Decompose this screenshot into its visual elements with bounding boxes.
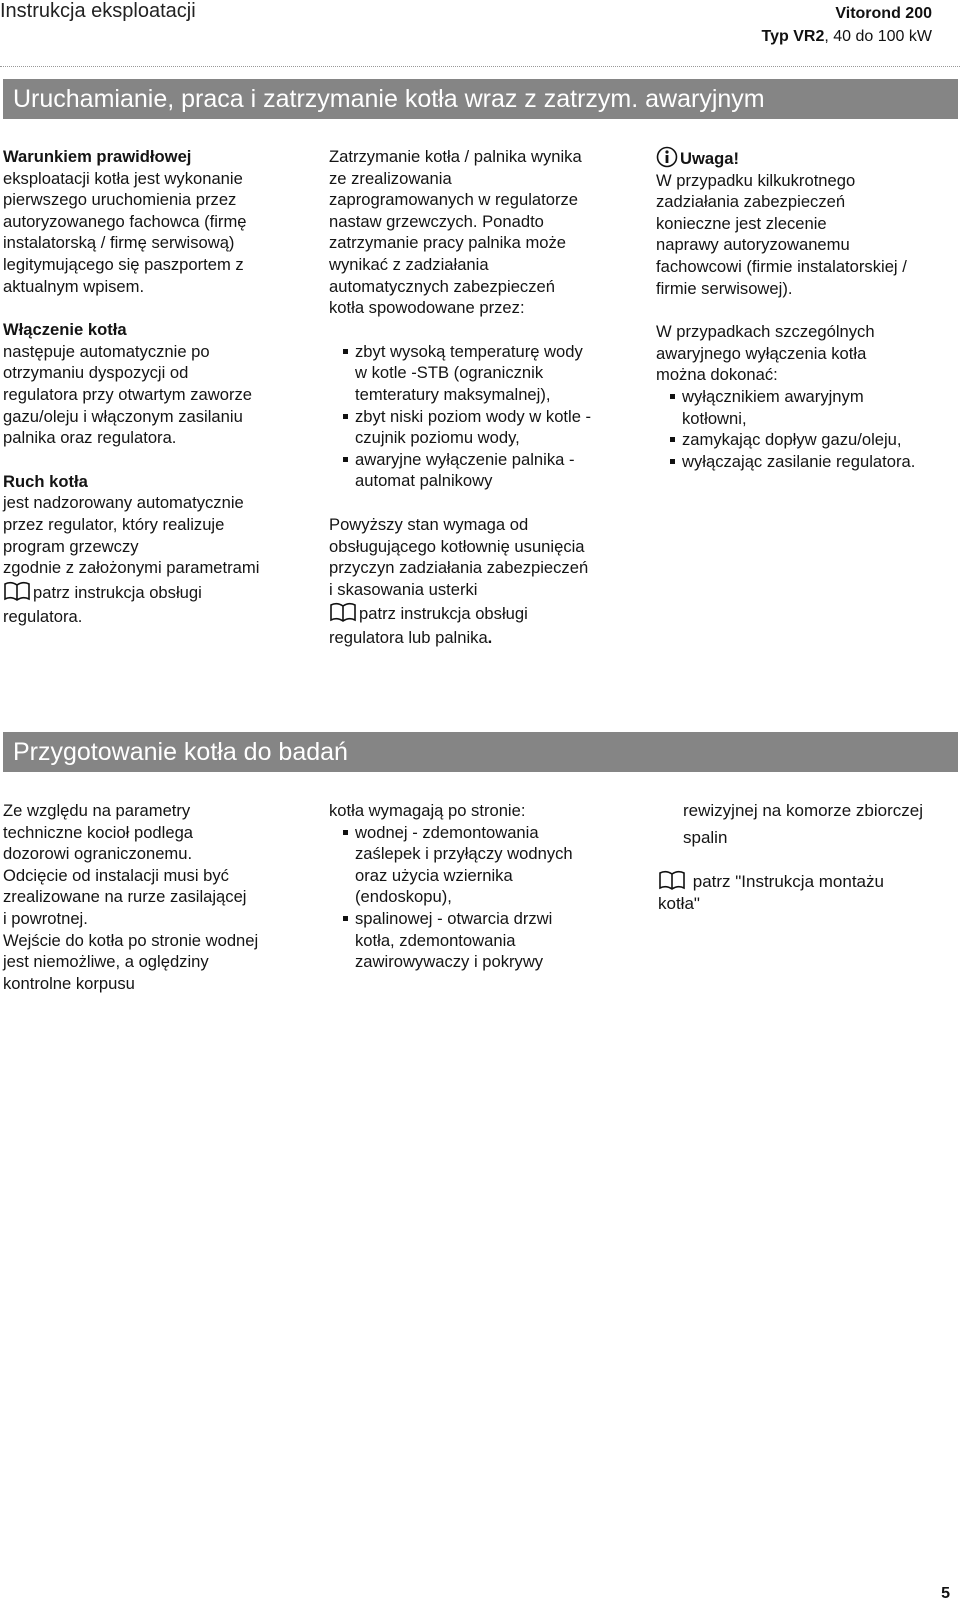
list-item: [656, 386, 956, 429]
text-line: autoryzowanego fachowca (firmę: [3, 211, 247, 231]
text-line: kontrolne korpusu: [3, 973, 135, 993]
list-item: [656, 429, 956, 451]
text-line: jest niemożliwe, a oględziny: [3, 952, 209, 972]
text-line: otrzymaniu dyspozycji od: [3, 363, 189, 383]
text-line: nastaw grzewczych. Ponadto: [329, 211, 544, 231]
inspection-requirements-list: [329, 822, 639, 973]
switch-on-heading: Włączenie kotła: [3, 320, 127, 340]
text-line: kotłowni,: [682, 408, 747, 428]
text-line: W przypadku kilkukrotnego: [656, 170, 856, 190]
book-icon: [658, 870, 686, 890]
operation-column-3: [656, 146, 956, 472]
warning-heading: [656, 146, 956, 170]
text-line: spalinowej - otwarcia drzwi: [355, 908, 553, 928]
list-item: [329, 406, 639, 449]
operation-heading: Ruch kotła: [3, 471, 88, 491]
text-line: zbyt wysoką temperaturę wody: [355, 341, 583, 361]
text-line: obsługującego kotłownię usunięcia: [329, 536, 585, 556]
switch-on-text: [3, 341, 308, 449]
text-line: Wejście do kotła po stronie wodnej: [3, 930, 259, 950]
text-line: kotła, zdemontowania: [355, 930, 516, 950]
page-number: 5: [941, 1585, 950, 1602]
model-type: [762, 25, 932, 48]
text-line: jest nadzorowany automatycznie: [3, 493, 244, 513]
text-line: następuje automatycznie po: [3, 341, 210, 361]
inspection-column-1: [3, 800, 308, 994]
intro-heading: Warunkiem prawidłowej: [3, 147, 192, 166]
spacer: [656, 299, 956, 321]
list-item: [329, 341, 639, 406]
text-line: regulatora przy otwartym zaworze: [3, 384, 252, 404]
text-line: kotła": [658, 893, 700, 913]
emergency-options-list: [656, 386, 956, 472]
text-line: temteratury maksymalnej),: [355, 384, 551, 404]
reference-text: patrz instrukcja obsługi: [359, 604, 528, 624]
text-line: regulatora.: [3, 606, 83, 626]
warning-text: [656, 170, 956, 300]
model-name: Vitorond 200: [835, 5, 932, 22]
text-line: naprawy autoryzowanemu: [656, 235, 850, 255]
text-line: zawirowywaczy i pokrywy: [355, 952, 544, 972]
text-line: ze zrealizowania: [329, 168, 452, 188]
stop-causes-list: [329, 341, 639, 492]
header-divider: [0, 66, 960, 67]
text-line: awaryjnego wyłączenia kotła: [656, 343, 867, 363]
text-line: zaprogramowanych w regulatorze: [329, 190, 579, 210]
spacer: [658, 848, 958, 870]
text-line: [329, 627, 639, 649]
list-item: [656, 451, 956, 473]
text-line: automatycznych zabezpieczeń: [329, 276, 555, 296]
text-line: przez regulator, który realizuje: [3, 514, 225, 534]
text-line: w kotle -STB (ogranicznik: [355, 363, 544, 383]
text-line: wynikać z zadziałania: [329, 254, 489, 274]
operation-column-1: [3, 146, 308, 627]
text-line: Odcięcie od instalacji musi być: [3, 865, 229, 885]
text-line: awaryjne wyłączenie palnika -: [355, 449, 575, 469]
text-line: techniczne kocioł podlega: [3, 822, 194, 842]
reset-text: [329, 514, 639, 649]
text-line: kotła spowodowane przez:: [329, 298, 525, 318]
text-line: eksploatacji kotła jest wykonanie: [3, 168, 243, 188]
product-header: [762, 2, 932, 48]
operation-text: [3, 492, 308, 627]
text-line: Ze względu na parametry: [3, 801, 191, 820]
text-line: spalin: [683, 827, 728, 847]
model-power-range: , 40 do 100 kW: [824, 28, 932, 45]
text-line: W przypadkach szczególnych: [656, 322, 875, 342]
text-line: kotła wymagają po stronie:: [329, 801, 526, 820]
text-line: konieczne jest zlecenie: [656, 213, 827, 233]
text-line: oraz użycia wziernika: [355, 865, 513, 885]
list-item: [329, 908, 639, 973]
spacer: [3, 297, 308, 319]
text-line: można dokonać:: [656, 365, 778, 385]
text-line: i powrotnej.: [3, 908, 88, 928]
text-line: Powyższy stan wymaga od: [329, 514, 529, 534]
section-title-operation: Uruchamianie, praca i zatrzymanie kotła wraz z zatrzym. awaryjnym: [3, 79, 958, 119]
text-line: zgodnie z założonymi parametrami: [3, 558, 260, 578]
text-line: wyłączając zasilanie regulatora.: [682, 451, 916, 471]
inspection-column-3: [658, 800, 958, 914]
spacer: [329, 319, 639, 341]
text-line: rewizyjnej na komorze zbiorczej: [683, 801, 923, 820]
text-line: zbyt niski poziom wody w kotle -: [355, 406, 592, 426]
text-line: firmie serwisowej).: [656, 278, 793, 298]
model-type-code: Typ VR2: [761, 28, 825, 45]
document-title: Instrukcja eksploatacji: [0, 0, 196, 22]
spacer: [329, 492, 639, 514]
info-icon: [656, 146, 678, 168]
text-line: gazu/oleju i włączonym zasilaniu: [3, 406, 243, 426]
stop-text: [329, 146, 639, 319]
emergency-text: [656, 321, 956, 386]
text-line: aktualnym wpisem.: [3, 276, 145, 296]
manual-reference: [3, 579, 308, 606]
text-line: automat palnikowy: [355, 471, 493, 491]
section-title-inspection: Przygotowanie kotła do badań: [3, 732, 958, 772]
intro-text: [3, 168, 308, 298]
text-line: legitymującego się paszportem z: [3, 254, 244, 274]
text-line: i skasowania usterki: [329, 579, 478, 599]
text-line: Zatrzymanie kotła / palnika wynika: [329, 147, 582, 166]
book-icon: [329, 602, 357, 622]
text-line: pierwszego uruchomienia przez: [3, 190, 237, 210]
punctuation: .: [487, 628, 493, 648]
operation-column-2: [329, 146, 639, 649]
warning-title: Uwaga!: [680, 149, 740, 168]
text-line: program grzewczy: [3, 536, 139, 556]
text-line: palnika oraz regulatora.: [3, 428, 177, 448]
text-line: (endoskopu),: [355, 887, 452, 907]
text-line: instalatorską / firmę serwisową): [3, 233, 235, 253]
text-line: fachowcowi (firmie instalatorskiej /: [656, 256, 907, 276]
text-line: przyczyn zadziałania zabezpieczeń: [329, 558, 589, 578]
manual-reference: [658, 870, 958, 893]
inspection-column-2: [329, 800, 639, 973]
list-item: [329, 449, 639, 492]
text-line: wyłącznikiem awaryjnym: [682, 386, 864, 406]
text-line: wodnej - zdemontowania: [355, 822, 539, 842]
list-item: [329, 822, 639, 908]
text-line: zaślepek i przyłączy wodnych: [355, 844, 573, 864]
text-line: zamykając dopływ gazu/oleju,: [682, 430, 902, 450]
text-line: czujnik poziomu wody,: [355, 428, 520, 448]
text-line: dozorowi ograniczonemu.: [3, 844, 193, 864]
reference-text: regulatora lub palnika: [329, 628, 488, 648]
text-line: zadziałania zabezpieczeń: [656, 192, 846, 212]
reference-text: patrz instrukcja obsługi: [33, 582, 202, 602]
reference-text: patrz "Instrukcja montażu: [692, 872, 884, 892]
book-icon: [3, 581, 31, 601]
spacer: [3, 449, 308, 471]
text-line: zatrzymanie pracy palnika może: [329, 233, 567, 253]
text-line: zrealizowane na rurze zasilającej: [3, 887, 247, 907]
manual-reference: [329, 600, 639, 627]
